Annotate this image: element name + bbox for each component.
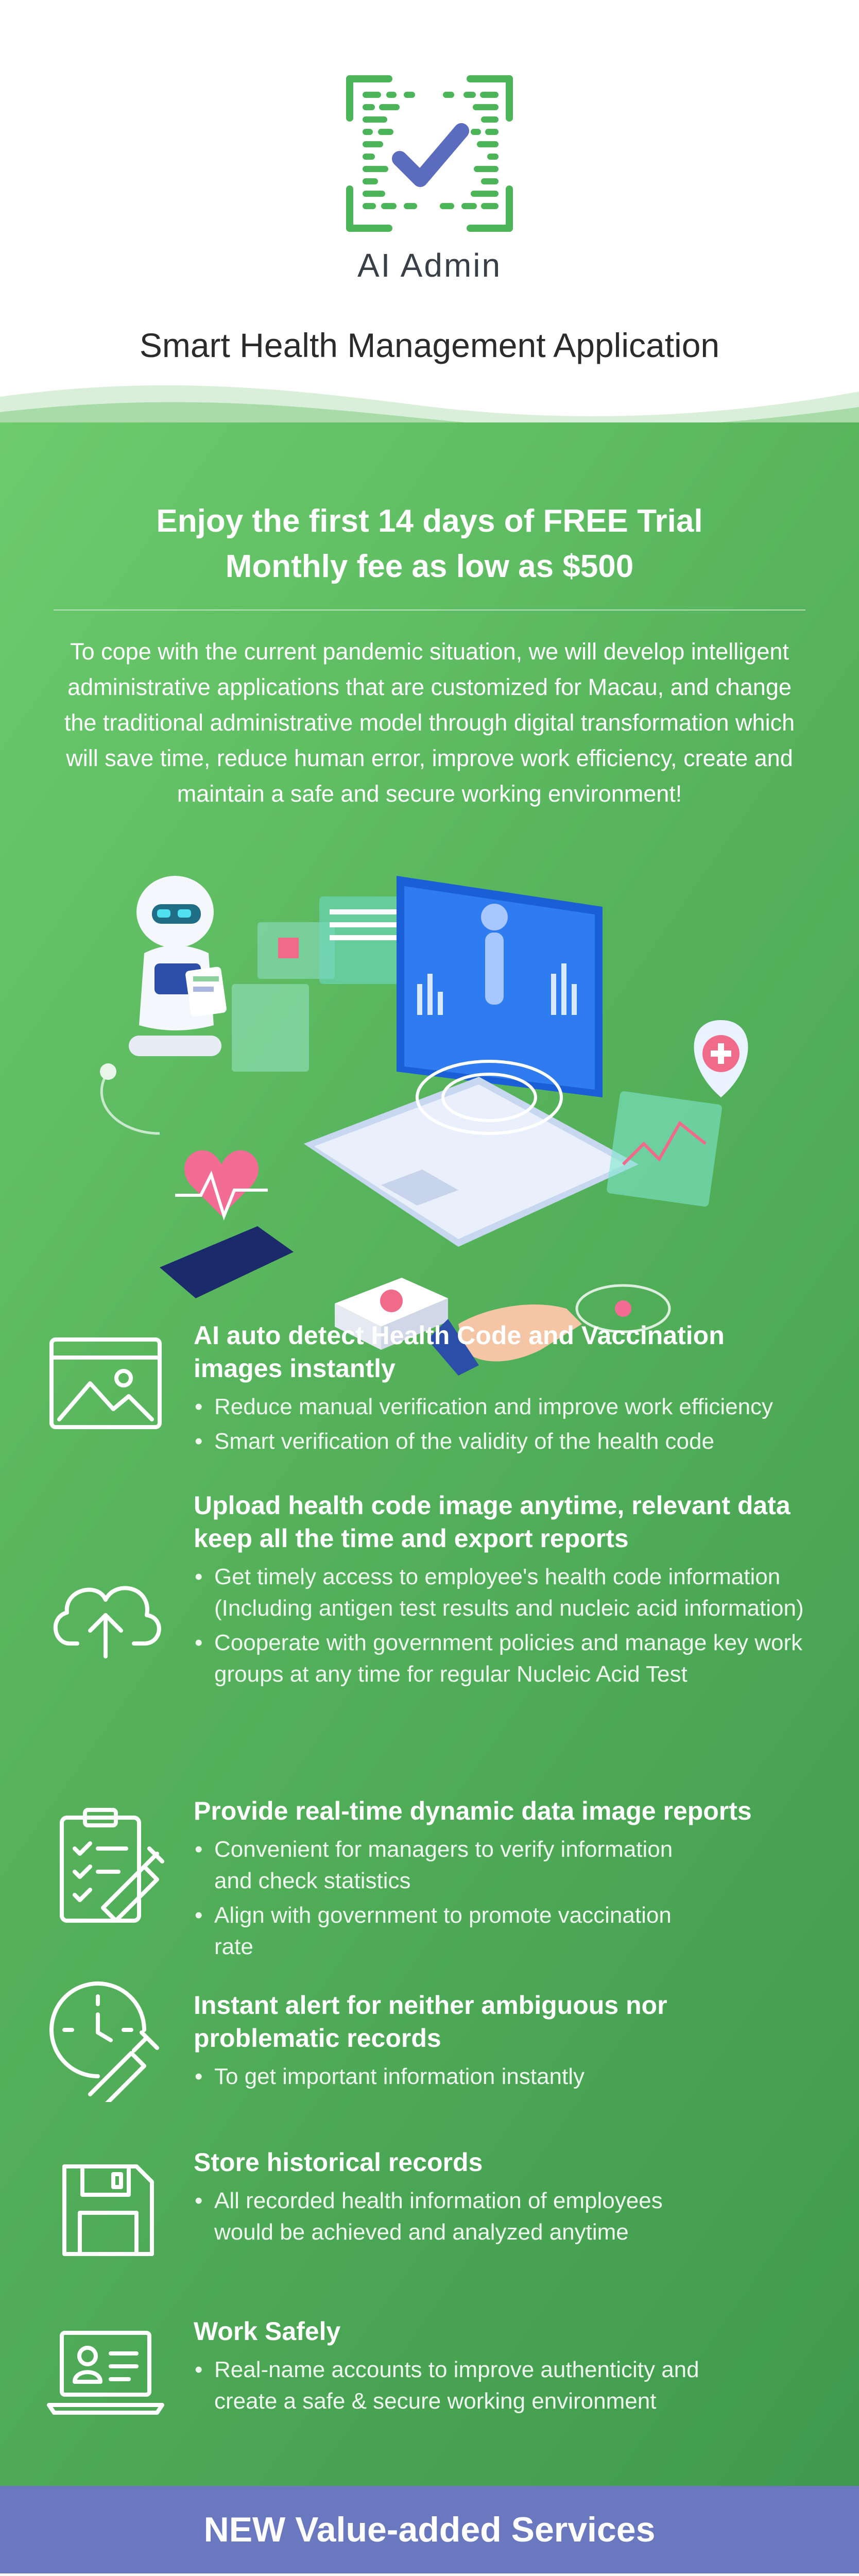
- feature-title: Instant alert for neither ambiguous nor problematic records: [194, 1991, 667, 2053]
- feature-title: Upload health code image anytime, relevant data keep all the time and export reports: [194, 1491, 791, 1553]
- banner-title: NEW Value-added Services: [203, 2510, 656, 2549]
- feature-item: • Smart verification of the validity of the health code: [194, 1426, 843, 1457]
- trial-line-1: Enjoy the first 14 days of FREE Trial: [156, 503, 703, 539]
- app-name: AI Admin: [357, 247, 502, 284]
- promo-section: [0, 422, 859, 2486]
- feature-title: Store historical records: [194, 2148, 483, 2177]
- feature-item: • Convenient for managers to verify information and check statistics: [194, 1834, 709, 1896]
- clock-syringe-icon: [41, 1973, 170, 2102]
- feature-item: • Real-name accounts to improve authenticity and create a safe & secure working environment: [194, 2354, 709, 2417]
- floppy-disk-icon: [41, 2146, 170, 2275]
- feature-list: [194, 2061, 843, 2095]
- services-section: [0, 2573, 859, 2576]
- robot-laptop-illustration-icon: [88, 855, 762, 1381]
- cloud-upload-icon: [41, 1546, 170, 1674]
- intro-paragraph: To cope with the current pandemic situation, we will develop intelligent administrative applications that are customized for Macau, and change the traditional administrative model through digital transformation which will save time, reduce human error, improve work efficiency, create and maintain a safe and secure working environment!: [64, 638, 795, 807]
- trial-offer: [0, 499, 859, 589]
- feature-list: [194, 1561, 837, 1693]
- divider: [54, 609, 805, 611]
- feature-list: [194, 2354, 709, 2420]
- feature-item: • To get important information instantly: [194, 2061, 843, 2092]
- value-added-banner: [0, 2486, 859, 2573]
- trial-line-2: Monthly fee as low as $500: [225, 549, 634, 584]
- robot: [129, 876, 227, 1056]
- feature-item: • Get timely access to employee's health code information (Including antigen test results and nucleic acid information): [194, 1561, 837, 1624]
- ai-admin-logo-icon: [342, 71, 517, 236]
- image-icon: [41, 1319, 170, 1448]
- feature-item: • Reduce manual verification and improve work efficiency: [194, 1391, 843, 1422]
- feature-item: • Cooperate with government policies and manage key work groups at any time for regular Nucleic Acid Test: [194, 1627, 837, 1690]
- feature-list: [194, 1834, 709, 1965]
- page-subtitle: Smart Health Management Application: [139, 326, 720, 364]
- laptop-id-card-icon: [41, 2304, 170, 2433]
- feature-item: • All recorded health information of employees would be achieved and analyzed anytime: [194, 2185, 709, 2248]
- clipboard-syringe-icon: [41, 1800, 170, 1928]
- feature-title: Provide real-time dynamic data image reports: [194, 1797, 752, 1825]
- page-header: [0, 0, 859, 422]
- feature-list: [194, 2185, 709, 2251]
- feature-title: Work Safely: [194, 2317, 341, 2346]
- feature-list: [194, 1391, 843, 1460]
- feature-item: • Align with government to promote vaccination rate: [194, 1900, 709, 1962]
- feature-title: AI auto detect Health Code and Vaccination images instantly: [194, 1321, 725, 1383]
